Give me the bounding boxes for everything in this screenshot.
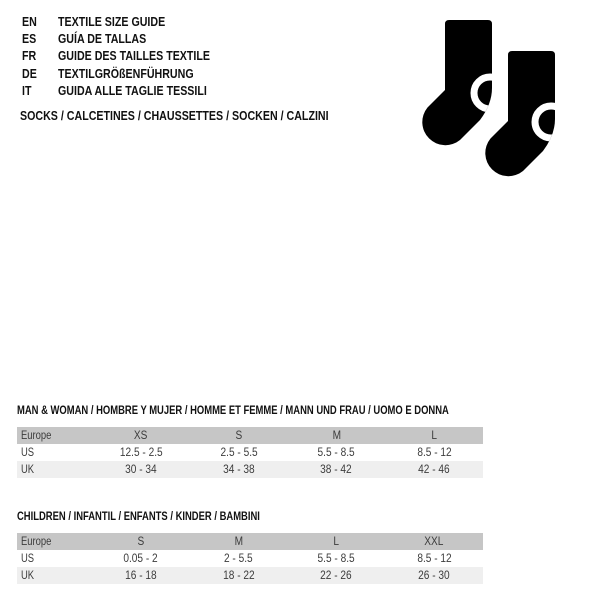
size-value: 5.5 - 8.5 — [317, 446, 355, 459]
language-label: TEXTILGRÖßENFÜHRUNG — [58, 65, 194, 81]
column-header-size: L — [333, 535, 340, 548]
socks-icon — [415, 5, 565, 185]
language-code: ES — [22, 31, 37, 47]
size-value: 34 - 38 — [222, 463, 255, 476]
size-table-man-woman — [17, 404, 483, 478]
column-header-size: L — [431, 429, 437, 442]
column-header-region: Europe — [21, 429, 52, 442]
size-value: 30 - 34 — [125, 463, 157, 476]
table-title: MAN & WOMAN / HOMBRE Y MUJER / HOMME ET FEMME / MANN UND FRAU / UOMO E DONNA — [17, 405, 449, 417]
language-list — [22, 13, 243, 99]
size-value: 5.5 - 8.5 — [317, 552, 355, 565]
language-label: GUÍA DE TALLAS — [58, 31, 147, 47]
language-row-fr — [22, 47, 243, 64]
size-value: 22 - 26 — [320, 569, 353, 582]
language-code: EN — [22, 14, 37, 30]
size-value: 18 - 22 — [222, 569, 255, 582]
column-header-size: S — [137, 535, 145, 548]
column-header-size: S — [235, 429, 242, 442]
size-value: 8.5 - 12 — [416, 552, 452, 565]
table-header-row — [17, 533, 483, 550]
language-code: FR — [22, 48, 37, 64]
size-value: 0.05 - 2 — [123, 552, 159, 565]
language-code: IT — [22, 82, 32, 98]
row-label: US — [21, 552, 35, 565]
row-label: UK — [21, 569, 35, 582]
size-value: 12.5 - 2.5 — [119, 446, 163, 459]
row-label: US — [21, 446, 35, 459]
size-value: 8.5 - 12 — [416, 446, 452, 459]
language-row-en — [22, 13, 243, 30]
table-title: CHILDREN / INFANTIL / ENFANTS / KINDER / BAMBINI — [17, 511, 260, 523]
column-header-region: Europe — [21, 535, 52, 548]
language-label: GUIDE DES TAILLES TEXTILE — [58, 48, 211, 64]
size-value: 2 - 5.5 — [224, 552, 253, 565]
size-value: 2.5 - 5.5 — [220, 446, 258, 459]
language-label: TEXTILE SIZE GUIDE — [58, 14, 166, 30]
language-code: DE — [22, 65, 37, 81]
language-row-de — [22, 65, 243, 82]
table-row-uk — [17, 567, 483, 584]
language-row-it — [22, 82, 243, 99]
language-row-es — [22, 30, 243, 47]
category-line: SOCKS / CALCETINES / CHAUSSETTES / SOCKEN / CALZINI — [20, 108, 329, 123]
language-label: GUIDA ALLE TAGLIE TESSILI — [58, 82, 207, 98]
size-value: 42 - 46 — [418, 463, 450, 476]
table-row-us — [17, 444, 483, 461]
size-value: 26 - 30 — [418, 569, 450, 582]
column-header-size: M — [234, 535, 243, 548]
column-header-size: M — [332, 429, 341, 442]
column-header-size: XS — [134, 429, 148, 442]
row-label: UK — [21, 463, 35, 476]
table-row-us — [17, 550, 483, 567]
table-header-row — [17, 427, 483, 444]
size-value: 16 - 18 — [125, 569, 157, 582]
size-table-children — [17, 510, 483, 584]
table-row-uk — [17, 461, 483, 478]
column-header-size: XXL — [424, 535, 444, 548]
size-value: 38 - 42 — [320, 463, 353, 476]
